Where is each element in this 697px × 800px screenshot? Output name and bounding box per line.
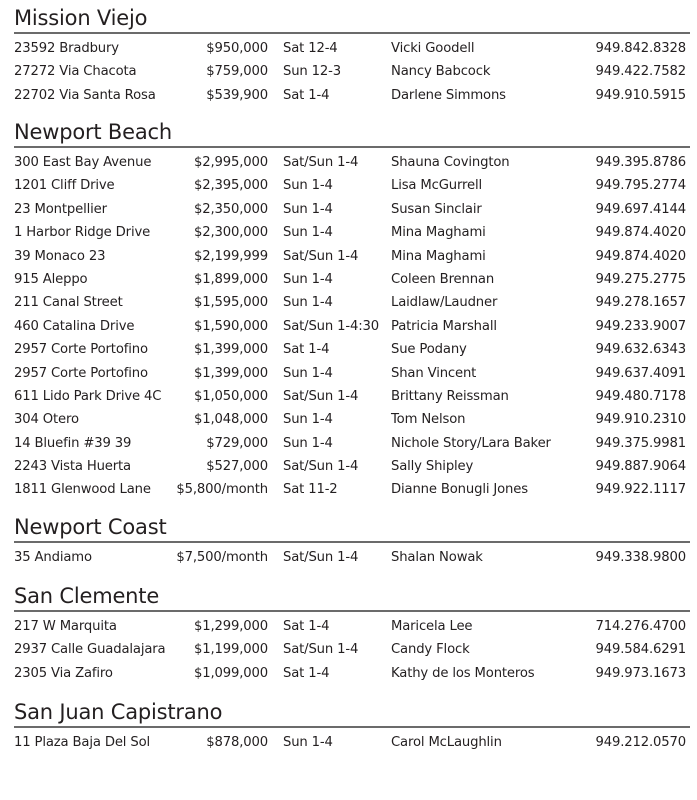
agent-phone: 949.480.7178 bbox=[595, 388, 686, 404]
agent-name: Carol McLaughlin bbox=[391, 735, 502, 750]
listing-list bbox=[14, 615, 690, 685]
agent-phone: 949.697.4144 bbox=[595, 201, 686, 217]
city-section bbox=[14, 584, 690, 685]
open-house-time: Sat/Sun 1-4:30 bbox=[283, 318, 380, 334]
open-house-time: Sat/Sun 1-4 bbox=[283, 248, 359, 264]
listing-price: $1,099,000 bbox=[193, 665, 268, 681]
listing-price: $1,595,000 bbox=[193, 295, 268, 311]
agent-name: Mina Maghami bbox=[391, 225, 486, 241]
listing-row bbox=[14, 174, 690, 197]
listing-row bbox=[14, 546, 690, 569]
city-section bbox=[14, 515, 690, 569]
agent-phone: 949.632.6343 bbox=[595, 342, 686, 358]
agent-name: Laidlaw/Laudner bbox=[391, 295, 498, 311]
agent-name: Shauna Covington bbox=[391, 155, 510, 170]
listing-price: $878,000 bbox=[206, 735, 268, 750]
listing-price: $1,050,000 bbox=[193, 388, 268, 404]
agent-name: Dianne Bonugli Jones bbox=[391, 482, 528, 498]
listing-address: 11 Plaza Baja Del Sol bbox=[14, 735, 151, 750]
listing-list bbox=[14, 151, 690, 502]
listing-row bbox=[14, 432, 690, 455]
agent-phone: 949.338.9800 bbox=[595, 550, 686, 565]
agent-name: Nancy Babcock bbox=[391, 64, 491, 80]
open-house-time: Sun 1-4 bbox=[283, 435, 333, 451]
listing-price: $2,395,000 bbox=[193, 178, 268, 194]
agent-name: Vicki Goodell bbox=[391, 41, 475, 56]
agent-phone: 949.275.2775 bbox=[595, 271, 686, 287]
listing-price: $1,399,000 bbox=[193, 342, 268, 358]
listing-row bbox=[14, 385, 690, 408]
listing-row bbox=[14, 478, 690, 501]
listing-row bbox=[14, 731, 690, 754]
agent-name: Darlene Simmons bbox=[391, 87, 506, 103]
listing-address: 2305 Via Zafiro bbox=[14, 665, 113, 681]
section-divider bbox=[14, 32, 690, 34]
listing-row bbox=[14, 338, 690, 361]
open-house-time: Sat/Sun 1-4 bbox=[283, 642, 359, 658]
agent-phone: 949.910.2310 bbox=[595, 412, 686, 428]
open-house-time: Sat 12-4 bbox=[283, 41, 338, 56]
listing-price: $2,199,999 bbox=[193, 248, 268, 264]
city-heading: Mission Viejo bbox=[14, 6, 148, 30]
agent-name: Maricela Lee bbox=[391, 619, 473, 634]
listing-address: 217 W Marquita bbox=[14, 619, 117, 634]
open-house-time: Sat/Sun 1-4 bbox=[283, 550, 359, 565]
listing-address: 23 Montpellier bbox=[14, 201, 107, 217]
listing-price: $7,500/month bbox=[176, 550, 268, 565]
open-house-time: Sun 1-4 bbox=[283, 178, 333, 194]
listing-row bbox=[14, 221, 690, 244]
listing-price: $539,900 bbox=[206, 87, 268, 103]
listing-address: 300 East Bay Avenue bbox=[14, 155, 152, 170]
city-heading: Newport Coast bbox=[14, 515, 167, 539]
listing-address: 2957 Corte Portofino bbox=[14, 342, 148, 358]
agent-phone: 949.795.2774 bbox=[595, 178, 686, 194]
listing-address: 22702 Via Santa Rosa bbox=[14, 87, 156, 103]
listing-address: 211 Canal Street bbox=[14, 295, 123, 311]
listing-list bbox=[14, 546, 690, 569]
agent-name: Kathy de los Monteros bbox=[391, 665, 535, 681]
agent-name: Coleen Brennan bbox=[391, 271, 495, 287]
listing-price: $1,299,000 bbox=[193, 619, 268, 634]
listing-price: $1,399,000 bbox=[193, 365, 268, 381]
agent-name: Candy Flock bbox=[391, 642, 470, 658]
agent-phone: 949.887.9064 bbox=[595, 459, 686, 475]
listing-list bbox=[14, 37, 690, 107]
agent-phone: 949.910.5915 bbox=[595, 87, 686, 103]
agent-phone: 949.637.4091 bbox=[595, 365, 686, 381]
agent-name: Tom Nelson bbox=[391, 412, 466, 428]
agent-name: Sue Podany bbox=[391, 342, 467, 358]
listing-row bbox=[14, 408, 690, 431]
listing-price: $1,899,000 bbox=[193, 271, 268, 287]
agent-phone: 949.278.1657 bbox=[595, 295, 686, 311]
listing-address: 1811 Glenwood Lane bbox=[14, 482, 151, 498]
open-house-time: Sat 1-4 bbox=[283, 342, 330, 358]
agent-phone: 949.584.6291 bbox=[595, 642, 686, 658]
listing-price: $527,000 bbox=[206, 459, 268, 475]
listing-price: $2,995,000 bbox=[193, 155, 268, 170]
city-heading: San Clemente bbox=[14, 584, 160, 608]
open-house-time: Sun 1-4 bbox=[283, 201, 333, 217]
listing-address: 14 Bluefin #39 39 bbox=[14, 435, 132, 451]
listing-row bbox=[14, 245, 690, 268]
listing-price: $5,800/month bbox=[176, 482, 268, 498]
agent-name: Mina Maghami bbox=[391, 248, 486, 264]
city-section bbox=[14, 120, 690, 502]
listing-address: 2937 Calle Guadalajara bbox=[14, 642, 166, 658]
listing-address: 460 Catalina Drive bbox=[14, 318, 135, 334]
agent-phone: 949.922.1117 bbox=[595, 482, 686, 498]
listing-row bbox=[14, 291, 690, 314]
city-heading: Newport Beach bbox=[14, 120, 172, 144]
listing-address: 915 Aleppo bbox=[14, 271, 88, 287]
listing-row bbox=[14, 615, 690, 638]
open-house-time: Sat 11-2 bbox=[283, 482, 338, 498]
agent-name: Susan Sinclair bbox=[391, 201, 482, 217]
listing-price: $1,048,000 bbox=[193, 412, 268, 428]
open-house-time: Sun 1-4 bbox=[283, 365, 333, 381]
listing-row bbox=[14, 151, 690, 174]
agent-phone: 949.874.4020 bbox=[595, 248, 686, 264]
listing-address: 611 Lido Park Drive 4C bbox=[14, 388, 162, 404]
listing-row bbox=[14, 268, 690, 291]
agent-name: Lisa McGurrell bbox=[391, 178, 483, 194]
city-section bbox=[14, 700, 690, 754]
listing-row bbox=[14, 662, 690, 685]
listing-price: $759,000 bbox=[206, 64, 268, 80]
city-heading: San Juan Capistrano bbox=[14, 700, 223, 724]
agent-name: Brittany Reissman bbox=[391, 388, 509, 404]
city-section bbox=[14, 6, 690, 107]
open-house-time: Sat 1-4 bbox=[283, 665, 330, 681]
listing-row bbox=[14, 84, 690, 107]
listing-price: $950,000 bbox=[206, 41, 268, 56]
listing-row bbox=[14, 60, 690, 83]
listing-address: 1201 Cliff Drive bbox=[14, 178, 115, 194]
open-house-time: Sat/Sun 1-4 bbox=[283, 459, 359, 475]
listing-address: 2957 Corte Portofino bbox=[14, 365, 148, 381]
listing-address: 2243 Vista Huerta bbox=[14, 459, 131, 475]
agent-name: Shalan Nowak bbox=[391, 550, 483, 565]
agent-phone: 949.395.8786 bbox=[595, 155, 686, 170]
section-divider bbox=[14, 541, 690, 543]
agent-phone: 949.973.1673 bbox=[595, 665, 686, 681]
agent-phone: 949.842.8328 bbox=[595, 41, 686, 56]
listing-price: $2,300,000 bbox=[193, 225, 268, 241]
open-house-time: Sat 1-4 bbox=[283, 619, 330, 634]
agent-name: Patricia Marshall bbox=[391, 318, 497, 334]
listing-address: 23592 Bradbury bbox=[14, 41, 119, 56]
listing-list bbox=[14, 731, 690, 754]
open-house-time: Sun 1-4 bbox=[283, 295, 333, 311]
listing-price: $1,590,000 bbox=[193, 318, 268, 334]
agent-phone: 949.212.0570 bbox=[595, 735, 686, 750]
agent-phone: 949.375.9981 bbox=[595, 435, 686, 451]
agent-name: Sally Shipley bbox=[391, 459, 474, 475]
open-house-time: Sun 1-4 bbox=[283, 735, 333, 750]
section-divider bbox=[14, 146, 690, 148]
listing-address: 27272 Via Chacota bbox=[14, 64, 137, 80]
listing-address: 39 Monaco 23 bbox=[14, 248, 106, 264]
listing-address: 304 Otero bbox=[14, 412, 79, 428]
agent-phone: 949.422.7582 bbox=[595, 64, 686, 80]
agent-name: Nichole Story/Lara Baker bbox=[391, 435, 551, 451]
listing-price: $2,350,000 bbox=[193, 201, 268, 217]
agent-phone: 949.874.4020 bbox=[595, 225, 686, 241]
section-divider bbox=[14, 610, 690, 612]
agent-phone: 949.233.9007 bbox=[595, 318, 686, 334]
agent-phone: 714.276.4700 bbox=[595, 619, 686, 634]
listing-row bbox=[14, 455, 690, 478]
agent-name: Shan Vincent bbox=[391, 365, 477, 381]
listing-row bbox=[14, 315, 690, 338]
listing-price: $1,199,000 bbox=[193, 642, 268, 658]
open-house-time: Sat/Sun 1-4 bbox=[283, 155, 359, 170]
listing-row bbox=[14, 638, 690, 661]
listing-address: 1 Harbor Ridge Drive bbox=[14, 225, 151, 241]
listing-price: $729,000 bbox=[206, 435, 268, 451]
section-divider bbox=[14, 726, 690, 728]
listing-row bbox=[14, 198, 690, 221]
listing-address: 35 Andiamo bbox=[14, 550, 92, 565]
open-house-time: Sun 1-4 bbox=[283, 412, 333, 428]
open-house-time: Sun 1-4 bbox=[283, 225, 333, 241]
open-house-time: Sun 12-3 bbox=[283, 64, 342, 80]
listing-row bbox=[14, 37, 690, 60]
open-house-time: Sun 1-4 bbox=[283, 271, 333, 287]
listing-row bbox=[14, 362, 690, 385]
open-house-time: Sat 1-4 bbox=[283, 87, 330, 103]
open-house-time: Sat/Sun 1-4 bbox=[283, 388, 359, 404]
